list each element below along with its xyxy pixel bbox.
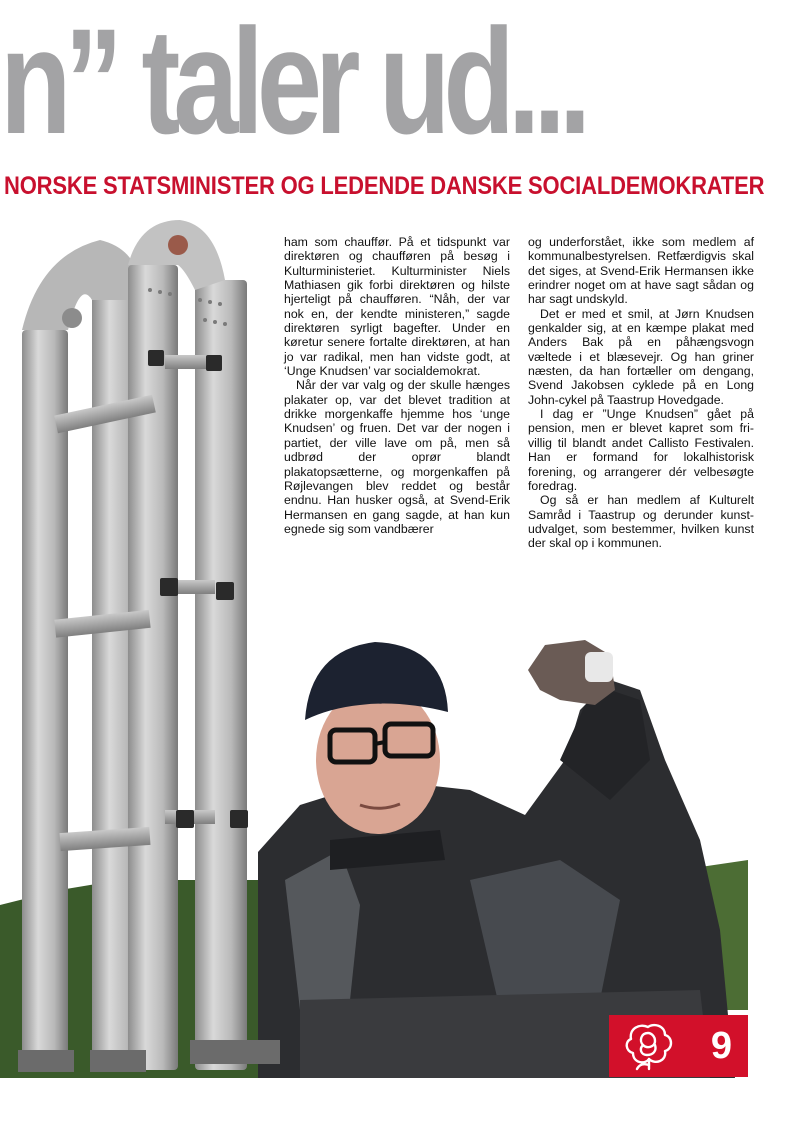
headline: n” taler ud... (0, 0, 585, 165)
rose-logo-icon (619, 1019, 677, 1073)
paragraph: Når der var valg og der skulle hænges plakater op, var det blevet tradition at drikke morgenkaffe hjemme hos ‘unge Knudsen’ og fruen. Det var der nogen i partiet, der ville lave om på, men så udbrød der oprør blandt plakatopsætterne, og morgenkaffen på Røjlevangen blev reddet og består endnu. Han husker også, at Svend-Erik Hermansen en gang sagde, at han kun egnede sig som vandbærer (284, 378, 510, 536)
page-number: 9 (710, 1025, 732, 1067)
paragraph: Det er med et smil, at Jørn Knudsen genkalder sig, at en kæmpe plakat med Anders Bak på en påhængsvogn væltede i et blæsevejr. Og han griner næsten, da han fortæller om dengang, Svend Jakobsen cyklede på en Long John-cykel på Taastrup Hovedgade. (528, 306, 754, 407)
article-column-1 (284, 235, 510, 536)
subheadline: NORSKE STATSMINISTER OG LEDENDE DANSKE SOCIALDEMOKRATER (4, 172, 765, 200)
paragraph: I dag er ”Unge Knudsen” gået på pension, men er blevet kapret som frivillig til blandt andet Callisto Festivalen. Han er formand for lokalhistorisk forening, og arrangerer dér velbesøgte foredrag. (528, 407, 754, 493)
page-number-box (609, 1015, 748, 1077)
paragraph: ham som chauffør. På et tidspunkt var direktøren og chaufføren på besøg i Kulturministeriet. Kulturminister Niels Mathiasen gik forbi direktøren og hilste hjerteligt på chaufføren. “Nåh, der var nok en, der kendte ministeren,” sagde direktøren syrligt bagefter. Under en køretur senere fortalte direktøren, at han jo var radikal, men han vidste godt, at ‘Unge Knudsen’ var socialdemokrat. (284, 235, 510, 379)
paragraph: Og så er han medlem af Kulturelt Samråd i Taastrup og derunder kunstudvalget, som bestemmer, hvilken kunst der skal op i kommunen. (528, 493, 754, 551)
article-column-2 (528, 235, 754, 551)
paragraph: og underforstået, ikke som medlem af kommunalbestyrelsen. Retfærdigvis skal det siges, at Svend-Erik Hermansen ikke erindrer noget om at have sagt sådan og har sagt undskyld. (528, 235, 754, 307)
ladder (18, 220, 280, 1072)
